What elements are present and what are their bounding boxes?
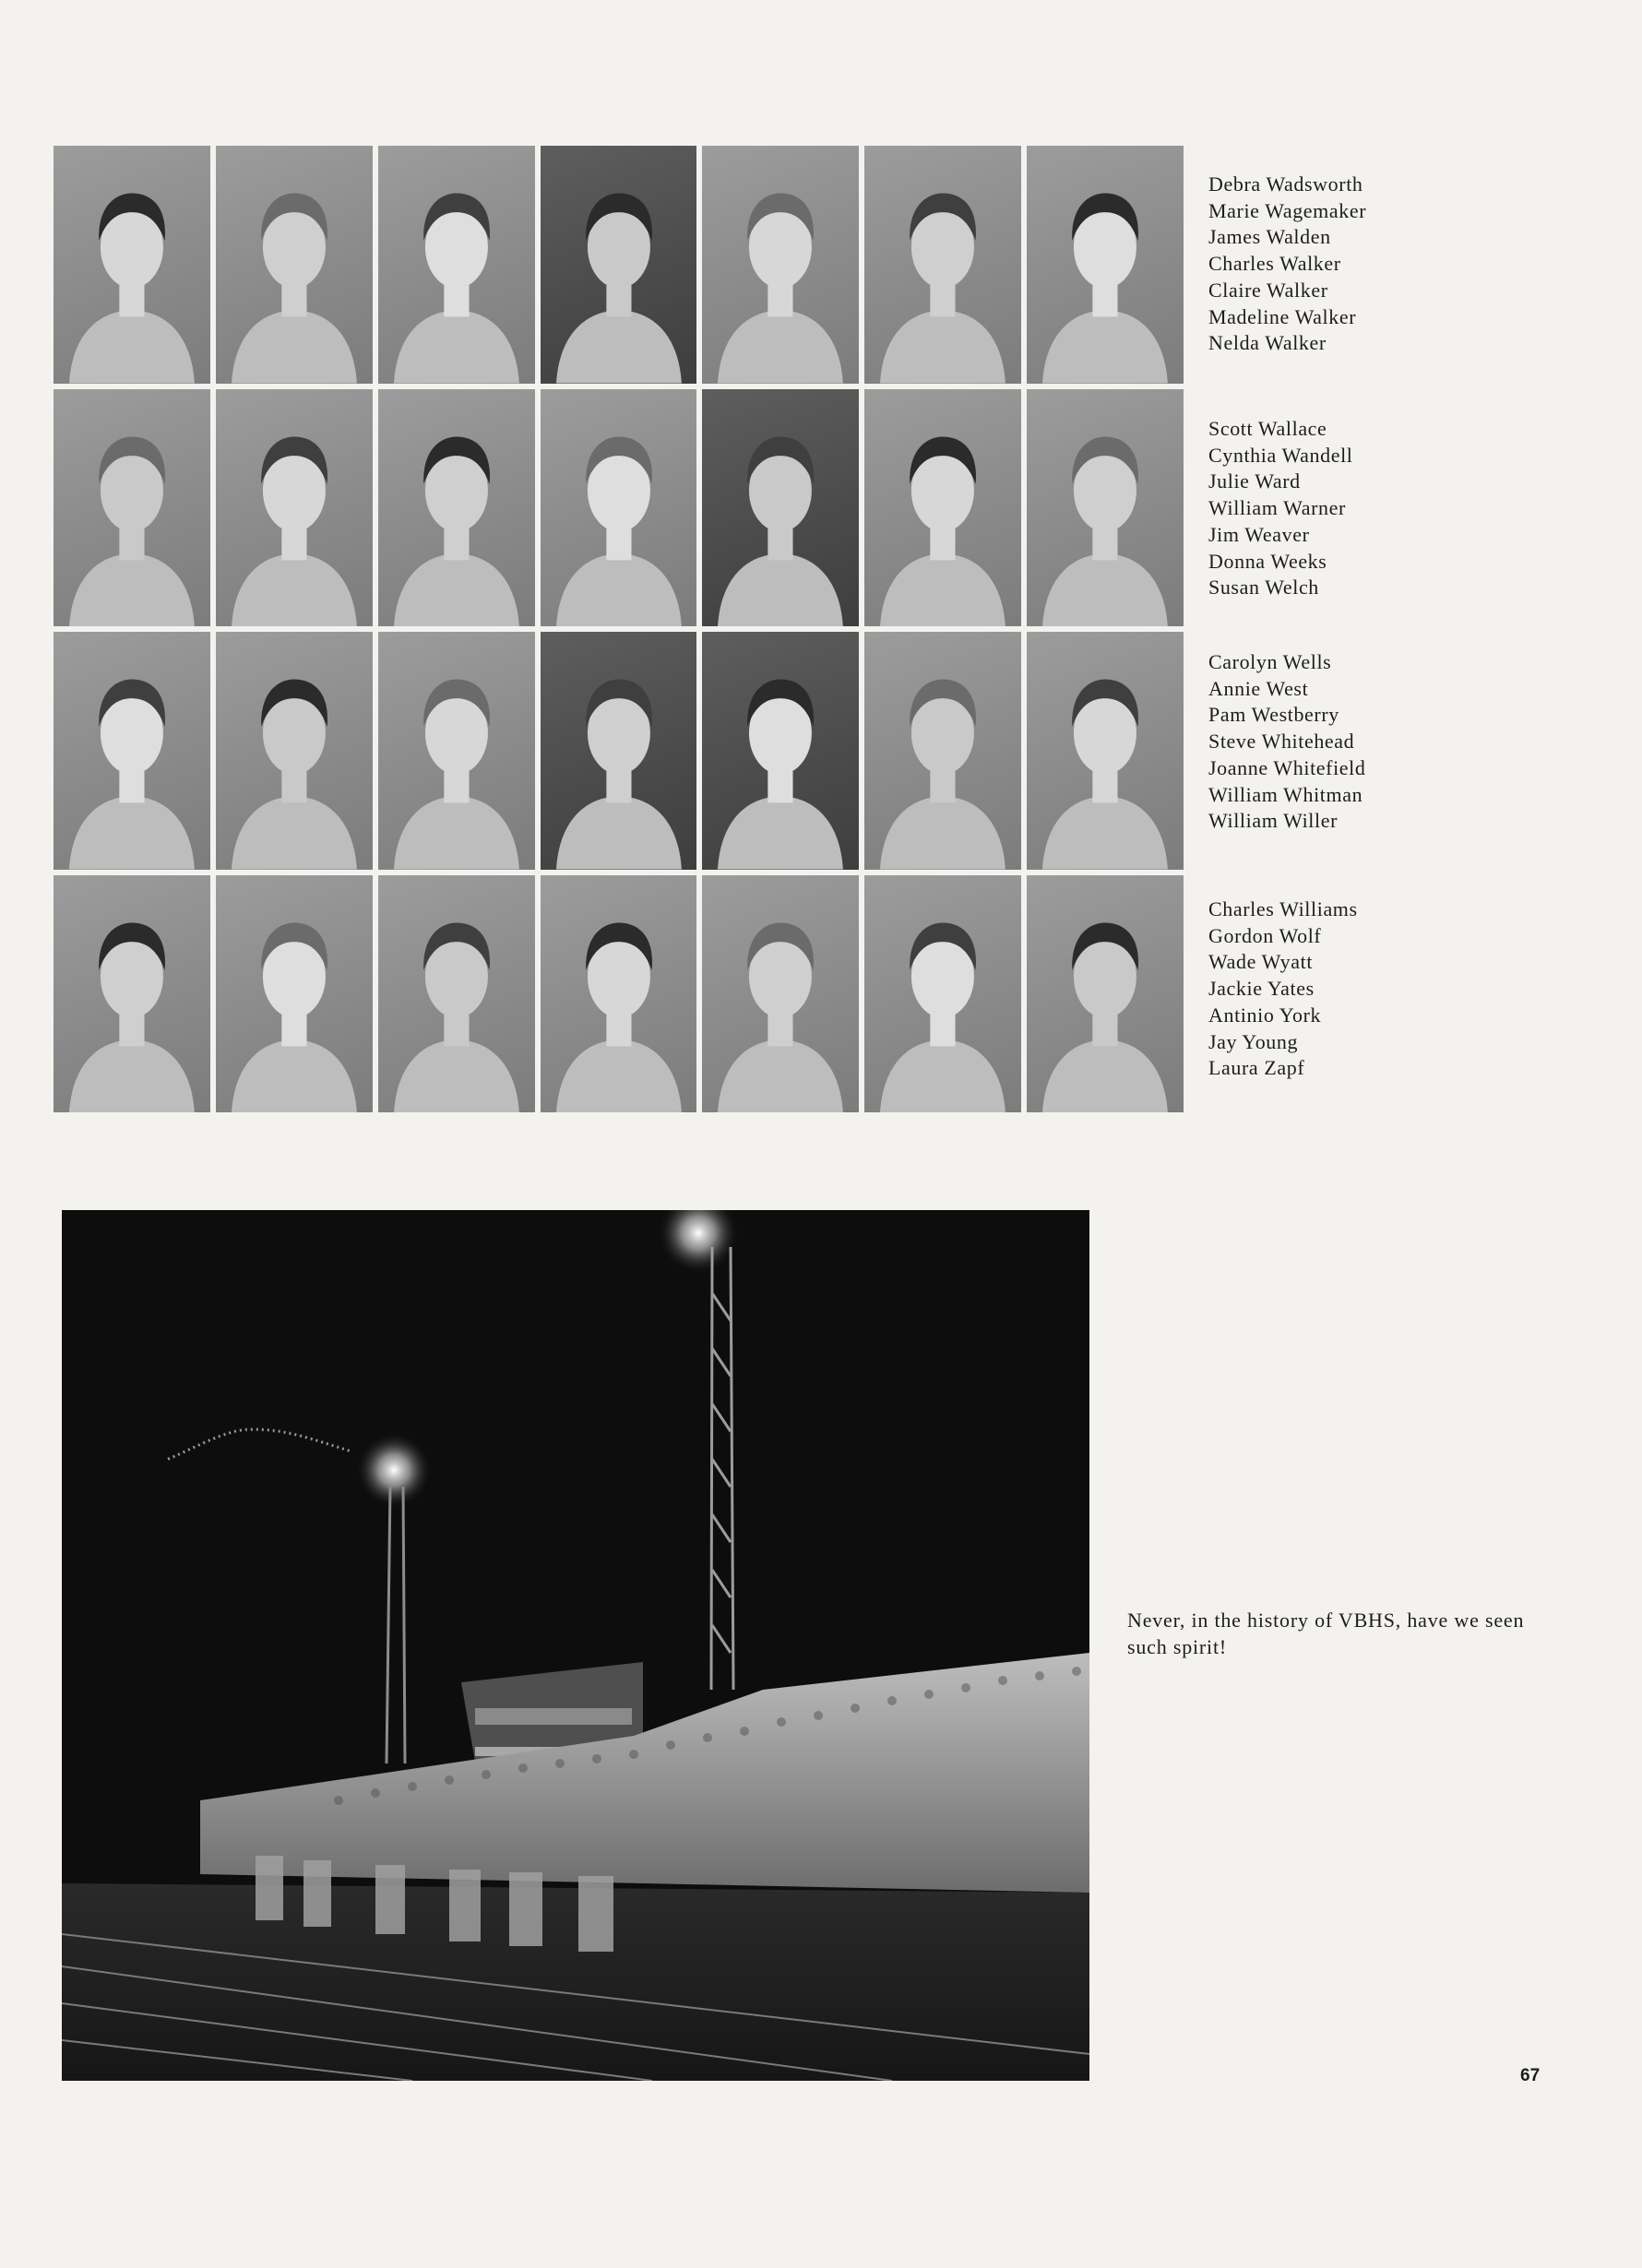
student-portrait bbox=[702, 146, 859, 384]
name-list-row-4 bbox=[1208, 897, 1448, 1082]
student-portrait bbox=[54, 146, 210, 384]
student-portrait bbox=[541, 146, 697, 384]
student-name: Cynthia Wandell bbox=[1208, 443, 1353, 467]
student-name: James Walden bbox=[1208, 225, 1331, 249]
student-name: Gordon Wolf bbox=[1208, 923, 1322, 947]
student-portrait bbox=[216, 146, 373, 384]
student-portrait bbox=[378, 632, 535, 870]
student-portrait bbox=[216, 875, 373, 1113]
student-portrait bbox=[1027, 146, 1184, 384]
student-portrait bbox=[541, 632, 697, 870]
student-portrait bbox=[216, 389, 373, 627]
student-portrait bbox=[378, 389, 535, 627]
student-portrait bbox=[864, 389, 1021, 627]
student-portrait bbox=[864, 875, 1021, 1113]
student-name: Donna Weeks bbox=[1208, 549, 1327, 573]
name-list-row-2 bbox=[1208, 416, 1448, 601]
student-name: Carolyn Wells bbox=[1208, 650, 1332, 673]
student-portrait bbox=[864, 632, 1021, 870]
photo-caption: Never, in the history of VBHS, have we seen such spirit! bbox=[1127, 1609, 1525, 1658]
student-name: Jackie Yates bbox=[1208, 977, 1315, 1001]
student-name: Nelda Walker bbox=[1208, 331, 1327, 355]
student-name: Wade Wyatt bbox=[1208, 950, 1314, 974]
student-name: Charles Walker bbox=[1208, 252, 1341, 276]
stadium-illustration bbox=[62, 1210, 1089, 2081]
page-number: 67 bbox=[1520, 2066, 1541, 2085]
student-portrait bbox=[541, 389, 697, 627]
student-portrait bbox=[216, 632, 373, 870]
student-portrait bbox=[378, 146, 535, 384]
student-name: Annie West bbox=[1208, 676, 1309, 700]
student-name: Susan Welch bbox=[1208, 576, 1319, 600]
student-portrait bbox=[702, 389, 859, 627]
student-name: Jim Weaver bbox=[1208, 522, 1310, 546]
track-field bbox=[62, 1883, 1089, 2081]
student-portrait bbox=[378, 875, 535, 1113]
student-portrait bbox=[54, 632, 210, 870]
student-name: Jay Young bbox=[1208, 1029, 1299, 1053]
student-name: Laura Zapf bbox=[1208, 1056, 1305, 1080]
student-portrait bbox=[54, 875, 210, 1113]
student-portrait bbox=[1027, 632, 1184, 870]
name-list-row-1 bbox=[1208, 172, 1448, 357]
student-name: William Whitman bbox=[1208, 782, 1363, 806]
portrait-grid bbox=[54, 146, 1184, 1112]
student-portrait bbox=[54, 389, 210, 627]
student-portrait bbox=[541, 875, 697, 1113]
student-portrait bbox=[1027, 389, 1184, 627]
student-name: Madeline Walker bbox=[1208, 304, 1357, 328]
student-name: Pam Westberry bbox=[1208, 703, 1339, 727]
name-list-row-3 bbox=[1208, 649, 1448, 835]
student-portrait bbox=[1027, 875, 1184, 1113]
student-name: William Warner bbox=[1208, 496, 1346, 520]
student-name: Claire Walker bbox=[1208, 278, 1328, 302]
floodlight-left bbox=[355, 1431, 433, 1509]
student-name: Antinio York bbox=[1208, 1003, 1322, 1027]
student-name: Steve Whitehead bbox=[1208, 730, 1355, 754]
student-name: Debra Wadsworth bbox=[1208, 172, 1363, 196]
student-portrait bbox=[702, 875, 859, 1113]
student-portrait bbox=[864, 146, 1021, 384]
student-portrait bbox=[702, 632, 859, 870]
student-name: Scott Wallace bbox=[1208, 417, 1327, 440]
student-name: Marie Wagemaker bbox=[1208, 198, 1367, 222]
student-name: William Willer bbox=[1208, 809, 1339, 833]
stadium-night-photo bbox=[62, 1210, 1089, 2081]
student-name: Charles Williams bbox=[1208, 897, 1358, 920]
student-name: Joanne Whitefield bbox=[1208, 755, 1366, 779]
student-name: Julie Ward bbox=[1208, 469, 1301, 493]
